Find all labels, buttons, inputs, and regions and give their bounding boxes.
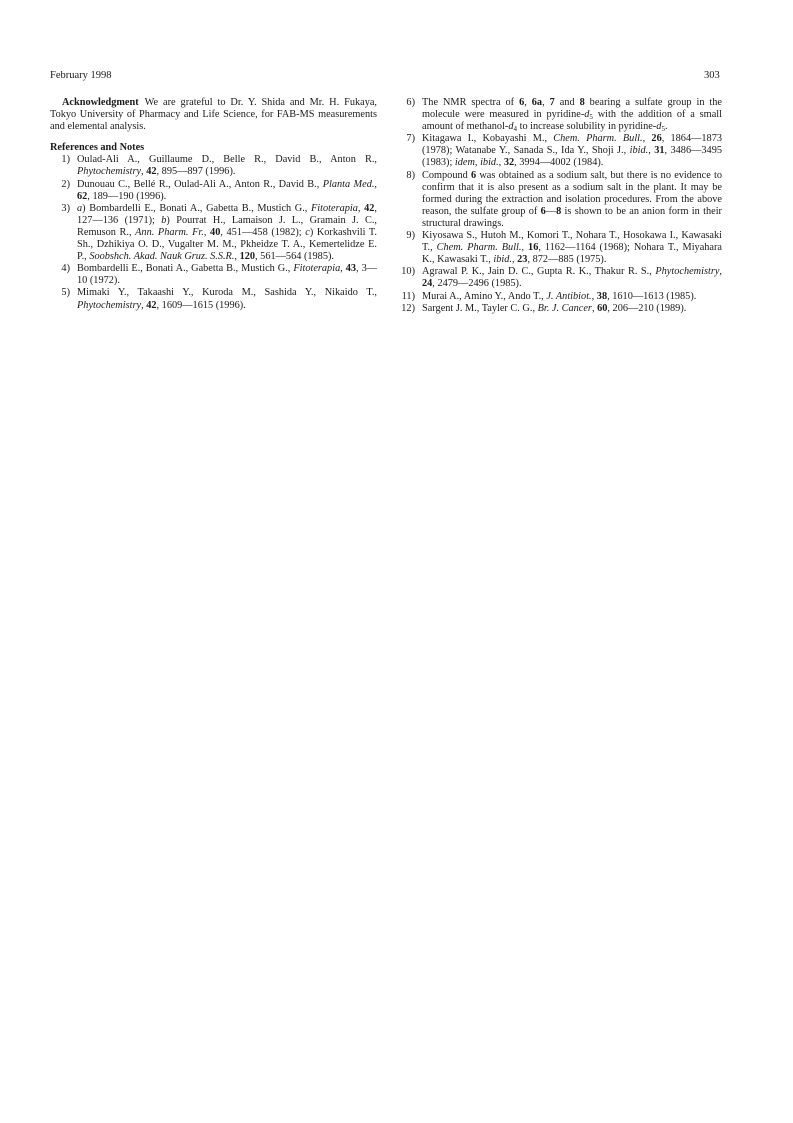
reference-text: Sargent J. M., Tayler C. G., Br. J. Cancer, 60, 206—210 (1989). bbox=[422, 302, 687, 314]
references-list-left bbox=[50, 154, 377, 311]
reference-text: Kiyosawa S., Hutoh M., Komori T., Nohara T., Hosokawa I., Kawasaki T., Chem. Pharm. Bull., 16, 1162—1164 (1968); Nohara T., Miyahara K., Kawasaki T., ibid., 23, 872—885 (1975). bbox=[422, 230, 722, 266]
reference-item bbox=[395, 170, 722, 230]
reference-text: Mimaki Y., Takaashi Y., Kuroda M., Sashida Y., Nikaido T., Phytochemistry, 42, 1609—1615 (1996). bbox=[77, 287, 377, 311]
reference-item bbox=[395, 97, 722, 133]
reference-item bbox=[50, 154, 377, 178]
reference-number: 8) bbox=[406, 169, 415, 181]
left-column bbox=[50, 97, 377, 312]
reference-number: 9) bbox=[406, 230, 415, 242]
reference-item bbox=[50, 287, 377, 311]
reference-item bbox=[395, 133, 722, 169]
reference-item bbox=[50, 179, 377, 203]
reference-text: a) Bombardelli E., Bonati A., Gabetta B., Mustich G., Fitoterapia, 42, 127—136 (1971); b) Pourrat H., Lamaison J. L., Gramain J. C., Remuson R., Ann. Pharm. Fr., 40, 451—458 (1982); c) Korkashvili T. Sh., Dzhikiya O. D., Vugalter M. M., Pkheidze T. A., Kemertelidze E. P., Soobshch. Akad. Nauk Gruz. S.S.R., 120, 561—564 (1985). bbox=[77, 202, 377, 263]
reference-number: 11) bbox=[401, 290, 415, 302]
reference-number: 3) bbox=[61, 202, 70, 214]
reference-item bbox=[395, 230, 722, 266]
reference-number: 4) bbox=[61, 263, 70, 275]
reference-number: 6) bbox=[406, 97, 415, 108]
reference-number: 10) bbox=[401, 266, 415, 278]
reference-text: Dunouau C., Bellé R., Oulad-Ali A., Anton R., David B., Planta Med., 62, 189—190 (1996). bbox=[77, 178, 377, 202]
reference-text: Agrawal P. K., Jain D. C., Gupta R. K., Thakur R. S., Phytochemistry, 24, 2479—2496 (1985). bbox=[422, 266, 722, 290]
reference-item bbox=[395, 303, 722, 315]
reference-item bbox=[50, 203, 377, 263]
reference-number: 12) bbox=[401, 302, 415, 314]
reference-text: Kitagawa I., Kobayashi M., Chem. Pharm. Bull., 26, 1864—1873 (1978); Watanabe Y., Sanada S., Ida Y., Shoji J., ibid., 31, 3486—3495 (1983); idem, ibid., 32, 3994—4002 (1984). bbox=[422, 133, 722, 169]
reference-item bbox=[50, 263, 377, 287]
reference-text: Bombardelli E., Bonati A., Gabetta B., Mustich G., Fitoterapia, 43, 3—10 (1972). bbox=[77, 263, 378, 287]
right-column bbox=[395, 97, 722, 315]
reference-text: Oulad-Ali A., Guillaume D., Belle R., David B., Anton R., Phytochemistry, 42, 895—897 (1996). bbox=[77, 154, 377, 178]
reference-item bbox=[395, 291, 722, 303]
references-heading: References and Notes bbox=[50, 142, 145, 154]
references-list-right bbox=[395, 97, 722, 315]
reference-number: 2) bbox=[61, 178, 70, 190]
acknowledgment-text: We are grateful to Dr. Y. Shida and Mr. H. Fukaya, Tokyo University of Pharmacy and Life Science, for FAB-MS measurements and elemental analysis. bbox=[50, 97, 377, 133]
acknowledgment-heading: Acknowledgment bbox=[62, 97, 139, 108]
reference-text: The NMR spectra of 6, 6a, 7 and 8 bearing a sulfate group in the molecule were measured in pyridine-$d_5$ with the addition of a small amount of methanol-$d_4$ to increase solubility in pyridine-$d_5$. bbox=[422, 97, 723, 134]
running-header-date: February 1998 bbox=[50, 70, 112, 81]
reference-text: Murai A., Amino Y., Ando T., J. Antibiot., 38, 1610—1613 (1985). bbox=[422, 290, 697, 302]
reference-number: 7) bbox=[406, 133, 415, 145]
reference-text: Compound 6 was obtained as a sodium salt, but there is no evidence to confirm that it is also present as a sodium salt in the plant. It may be formed during the extraction and isolation procedures. From the above reason, the sulfate group of 6—8 is shown to be an anion form in their structural drawings. bbox=[422, 169, 723, 229]
acknowledgment bbox=[50, 97, 377, 133]
reference-number: 5) bbox=[61, 287, 70, 299]
reference-number: 1) bbox=[61, 154, 70, 166]
reference-item bbox=[395, 266, 722, 290]
page-number: 303 bbox=[704, 70, 720, 81]
